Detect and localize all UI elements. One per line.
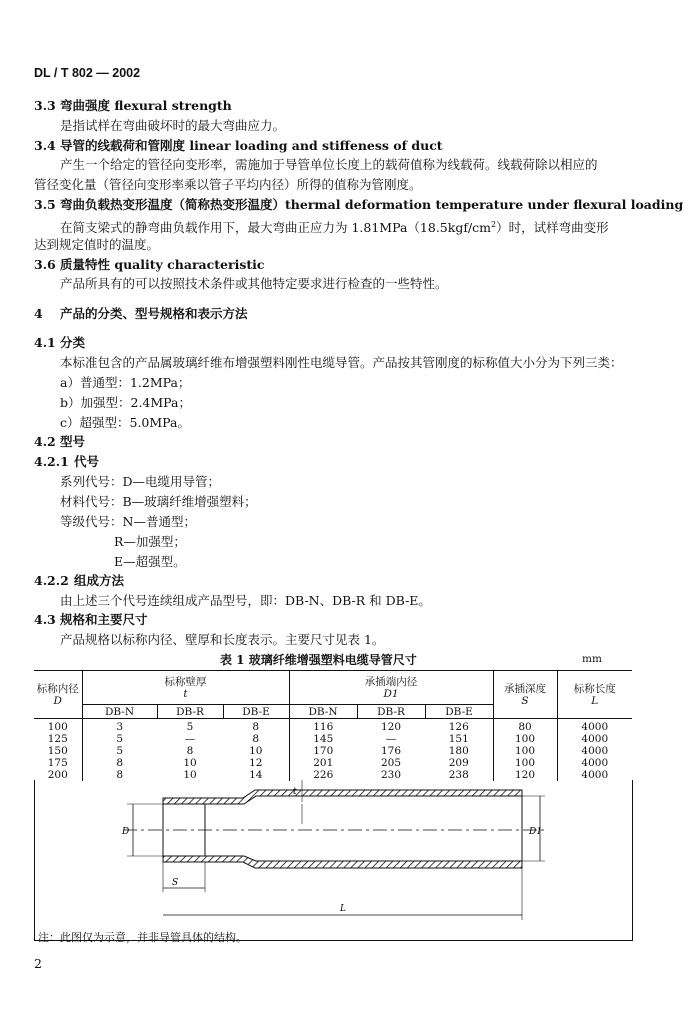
section-3-5-body-line-1: 在简支梁式的静弯曲负载作用下，最大弯曲正应力为 $1.81MPa(18.5kgf/cm^2)$时，试样弯曲变形 [60, 220, 609, 236]
table-cell: 8 [223, 719, 289, 734]
table-cell: 100 [493, 745, 557, 757]
section-3-6-heading: 3.6 质量特性 quality characteristic [34, 257, 265, 272]
page-number: 2 [34, 956, 42, 971]
table-cell: 150 [34, 745, 82, 757]
section-3-6-body: 产品所具有的可以按照技术条件或其他特定要求进行检查的一些特性。 [60, 276, 448, 291]
section-3-4-heading: 3.4 导管的线载荷和管刚度 linear loading and stiffeness of duct [34, 138, 443, 153]
table-cell: — [184, 733, 196, 745]
table-row [34, 757, 632, 769]
header-socket-depth: 承插深度 S [493, 671, 557, 719]
figure-note: 注：此图仅为示意，并非导管具体的结构。 [38, 931, 247, 944]
table-cell: — [385, 733, 397, 745]
table-cell: 5 [186, 721, 194, 733]
table-cell: 125 [34, 733, 82, 745]
section-3-4-body-line-2: 管径变化量（管径向变形率乘以管子平均内径）所得的值称为管刚度。 [34, 177, 422, 192]
table-cell: 100 [493, 757, 557, 769]
header-wall-thickness: 标称壁厚 t [82, 671, 289, 705]
figure-box [34, 780, 633, 941]
section-3-3-heading: 3.3 弯曲强度 flexural strength [34, 98, 232, 113]
material-code: 材料代号：B—玻璃纤维增强塑料； [60, 494, 257, 509]
table-cell: 100 [34, 719, 82, 734]
header-socket-id: 承插端内径 D1 [289, 671, 493, 705]
section-4-3-body: 产品规格以标称内径、壁厚和长度表示。主要尺寸见表 1。 [60, 632, 385, 647]
section-4-3-heading: 4.3 规格和主要尺寸 [34, 612, 148, 627]
table-cell: 226 [313, 769, 334, 781]
dim-label-t: t [293, 787, 297, 797]
table-cell: 10 [183, 757, 197, 769]
table-body [34, 719, 632, 782]
table-cell: 10 [183, 769, 197, 781]
section-4-heading: 4 产品的分类、型号规格和表示方法 [34, 306, 248, 321]
header-nominal-id: 标称内径 D [34, 671, 82, 719]
table-row [34, 745, 632, 757]
sub-header: DB-E [425, 705, 493, 719]
sub-header: DB-R [357, 705, 425, 719]
table-cell: 14 [223, 769, 289, 781]
table-cell: 5 [116, 745, 124, 757]
table-cell: 100 [493, 733, 557, 745]
pipe-top-wall [163, 790, 522, 804]
table-cell: 145 [313, 733, 334, 745]
table-cell: 120 [380, 721, 402, 733]
table-cell: 176 [380, 745, 402, 757]
table-cell: 8 [116, 757, 124, 769]
section-4-1-body: 本标准包含的产品属玻璃纤维布增强塑料刚性电缆导管。产品按其管刚度的标称值大小分为下列三类： [60, 355, 623, 370]
table-cell: 5 [116, 733, 124, 745]
table-cell: 10 [223, 745, 289, 757]
section-4-2-2-heading: 4.2.2 组成方法 [34, 573, 125, 588]
table-cell: 175 [34, 757, 82, 769]
class-item-b: b）加强型：2.4MPa； [60, 395, 191, 410]
section-3-5-body-line-2: 达到规定值时的温度。 [34, 237, 160, 252]
grade-code-r: R—加强型； [114, 534, 186, 549]
pipe-diagram [35, 780, 632, 940]
section-4-2-2-body: 由上述三个代号连续组成产品型号，即：DB-N、DB-R 和 DB-E。 [60, 593, 431, 608]
sub-header: DB-N [289, 705, 357, 719]
header-nominal-length: 标称长度 L [557, 671, 632, 719]
table-cell: 4000 [581, 769, 609, 781]
table-cell: 120 [493, 769, 557, 781]
table-row [34, 733, 632, 745]
table-cell: 200 [34, 769, 82, 781]
table-cell: 3 [116, 721, 124, 733]
table-cell: 12 [223, 757, 289, 769]
table-cell: 4000 [581, 721, 609, 733]
table-unit: mm [582, 653, 602, 665]
section-3-4-body-line-1: 产生一个给定的管径向变形率，需施加于导管单位长度上的载荷值称为线载荷。线载荷除以相应的 [60, 157, 598, 172]
table-cell: 8 [223, 733, 289, 745]
table-cell: 80 [493, 719, 557, 734]
table-cell: 126 [425, 719, 493, 734]
dim-label-d1: D1 [529, 827, 542, 837]
dim-label-l: L [340, 904, 346, 914]
table-cell: 205 [380, 757, 402, 769]
table-cell: 8 [116, 769, 124, 781]
section-4-1-heading: 4.1 分类 [34, 335, 86, 350]
class-item-a: a）普通型：1.2MPa； [60, 375, 191, 390]
dim-label-s: S [172, 878, 179, 888]
table-cell: 230 [380, 769, 402, 781]
table-cell: 4000 [581, 757, 609, 769]
pipe-bottom-wall [163, 856, 522, 868]
table-cell: 4000 [581, 733, 609, 745]
table-cell: 180 [425, 745, 493, 757]
sub-header: DB-E [223, 705, 289, 719]
section-4-2-1-heading: 4.2.1 代号 [34, 454, 100, 469]
grade-code-e: E—超强型。 [114, 554, 186, 569]
sub-header: DB-N [82, 705, 157, 719]
table-cell: 8 [186, 745, 194, 757]
table-caption: 表 1 玻璃纤维增强塑料电缆导管尺寸 [220, 653, 417, 667]
table-cell: 238 [425, 769, 493, 781]
section-3-5-heading: 3.5 弯曲负载热变形温度（简称热变形温度）thermal deformation temperature under flexural loading [34, 197, 684, 212]
table-cell: 4000 [581, 745, 609, 757]
table-cell: 116 [313, 721, 334, 733]
section-4-2-heading: 4.2 型号 [34, 434, 86, 449]
section-3-3-body: 是指试样在弯曲破坏时的最大弯曲应力。 [60, 118, 286, 133]
table-cell: 151 [425, 733, 493, 745]
table-row [34, 719, 632, 734]
table-cell: 209 [425, 757, 493, 769]
series-code: 系列代号：D—电缆用导管； [60, 474, 221, 489]
grade-code-n: 等级代号：N—普通型； [60, 514, 196, 529]
standard-code: DL / T 802 — 2002 [34, 66, 141, 80]
dim-label-d: D [122, 827, 130, 837]
table-cell: 170 [313, 745, 334, 757]
sub-header: DB-R [157, 705, 223, 719]
class-item-c: c）超强型：5.0MPa。 [60, 415, 190, 430]
table-cell: 201 [313, 757, 334, 769]
pipe-dimension-table [34, 670, 632, 781]
